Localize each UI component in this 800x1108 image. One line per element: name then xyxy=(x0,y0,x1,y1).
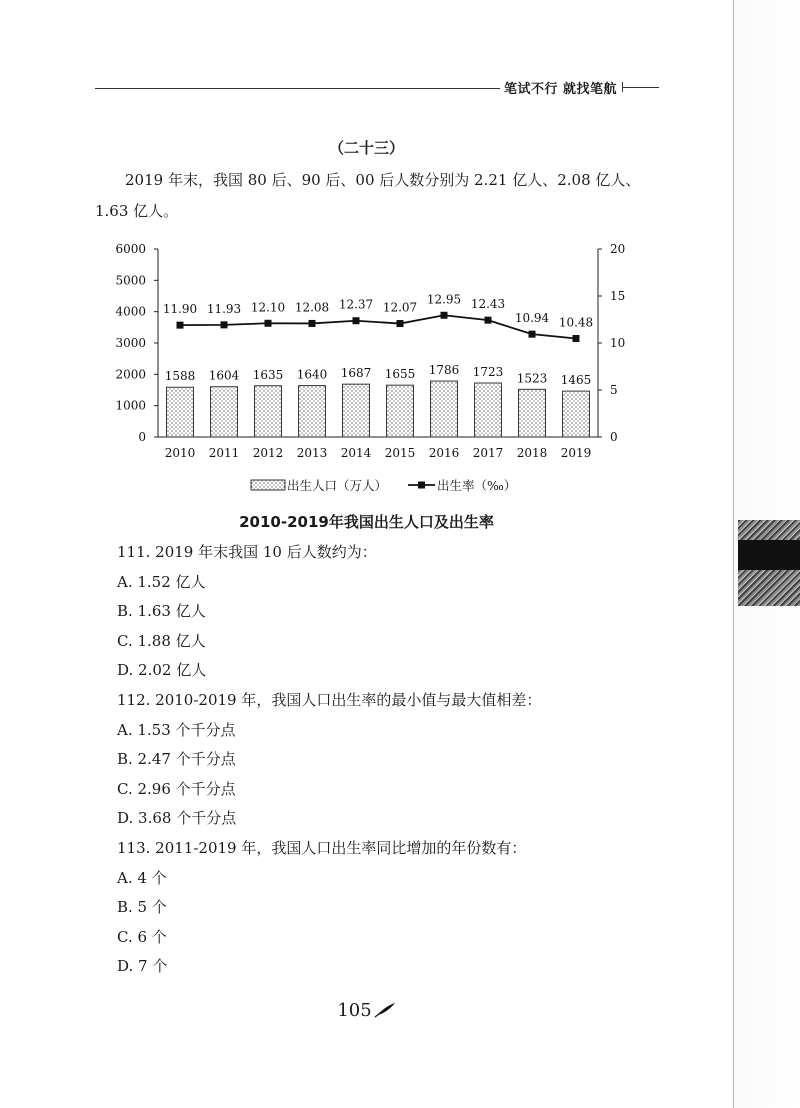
legend-bar-swatch xyxy=(251,480,285,490)
header-rule xyxy=(95,88,500,89)
bar-label: 1523 xyxy=(516,371,548,386)
bar xyxy=(299,386,326,437)
line-label: 12.95 xyxy=(426,292,462,307)
bar-label: 1604 xyxy=(208,368,240,383)
option[interactable]: D. 7 个 xyxy=(117,957,168,976)
y-right-tick-label: 5 xyxy=(610,383,618,397)
bar xyxy=(475,383,502,437)
x-tick-label: 2010 xyxy=(164,446,196,460)
option[interactable]: B. 5 个 xyxy=(117,898,167,917)
line-label: 11.93 xyxy=(206,301,242,316)
line-point xyxy=(177,322,184,329)
chart-title: 2010-2019年我国出生人口及出生率 xyxy=(239,513,494,531)
line-label: 12.08 xyxy=(294,300,330,315)
question-stem: 111. 2019 年末我国 10 后人数约为： xyxy=(117,543,377,561)
bar-label: 1640 xyxy=(296,367,328,382)
bar xyxy=(211,387,238,437)
line-point xyxy=(265,320,272,327)
bar-label: 1786 xyxy=(428,363,460,378)
scan-edge-line xyxy=(733,0,734,1108)
line-label: 12.07 xyxy=(382,300,418,315)
y-left-tick-label: 1000 xyxy=(115,398,146,413)
y-right-tick-label: 10 xyxy=(610,336,626,350)
x-tick-label: 2019 xyxy=(560,446,592,460)
line-label: 10.48 xyxy=(558,315,594,330)
question-stem: 112. 2010-2019 年，我国人口出生率的最小值与最大值相差： xyxy=(117,690,542,709)
question-stem: 113. 2011-2019 年，我国人口出生率同比增加的年份数有： xyxy=(117,838,527,857)
option[interactable]: C. 6 个 xyxy=(117,927,167,946)
option[interactable]: B. 2.47 个千分点 xyxy=(117,750,236,769)
x-tick-label: 2012 xyxy=(252,446,284,460)
bar xyxy=(387,385,414,437)
line-point xyxy=(309,320,316,327)
bar xyxy=(343,384,370,437)
x-tick-label: 2011 xyxy=(208,446,240,460)
option[interactable]: B. 1.63 亿人 xyxy=(117,602,206,621)
option[interactable]: C. 2.96 个千分点 xyxy=(117,779,236,798)
bar xyxy=(563,391,590,437)
bar xyxy=(255,386,282,437)
x-tick-label: 2016 xyxy=(428,446,460,460)
bar-label: 1723 xyxy=(472,365,504,380)
line-label: 12.43 xyxy=(470,297,506,312)
page-footer xyxy=(0,1000,733,1023)
line-label: 10.94 xyxy=(514,311,550,326)
option[interactable]: D. 2.02 亿人 xyxy=(117,661,207,680)
bar-label: 1655 xyxy=(384,367,416,382)
section-title: （二十三） xyxy=(328,139,404,157)
birth-chart xyxy=(95,230,645,508)
y-right-tick-label: 20 xyxy=(610,242,626,256)
line-point xyxy=(221,321,228,328)
bar xyxy=(167,387,194,437)
option[interactable]: D. 3.68 个千分点 xyxy=(117,809,237,828)
x-tick-label: 2015 xyxy=(384,446,416,460)
bar-label: 1588 xyxy=(164,369,196,384)
x-tick-label: 2018 xyxy=(516,446,548,460)
bar xyxy=(519,389,546,437)
line-point xyxy=(485,317,492,324)
option[interactable]: A. 4 个 xyxy=(117,868,167,887)
line-point xyxy=(397,320,404,327)
y-right-tick-label: 15 xyxy=(610,289,626,303)
intro-paragraph: 2019 年末，我国 80 后、90 后、00 后人数分别为 2.21 亿人、2.08 亿人、1.63 亿人。 xyxy=(95,171,641,220)
y-right-tick-label: 0 xyxy=(610,430,618,444)
line-point xyxy=(573,335,580,342)
y-left-tick-label: 3000 xyxy=(115,336,146,350)
line-point xyxy=(441,312,448,319)
scan-artifact-band xyxy=(738,540,800,570)
line-label: 12.37 xyxy=(338,297,374,312)
option[interactable]: C. 1.88 亿人 xyxy=(117,631,206,650)
header-slogan: 笔试不行 就找笔航 xyxy=(504,82,618,97)
quill-pen-icon xyxy=(374,1002,396,1023)
y-left-tick-label: 0 xyxy=(138,430,146,444)
line-point xyxy=(529,331,536,338)
x-tick-label: 2017 xyxy=(472,446,504,460)
questions-block xyxy=(117,538,717,982)
bar-label: 1465 xyxy=(560,373,592,388)
bar xyxy=(431,381,458,437)
line-label: 12.10 xyxy=(250,300,286,315)
y-left-tick-label: 5000 xyxy=(115,273,146,288)
legend-line-label: 出生率（‰） xyxy=(437,478,517,493)
line-label: 11.90 xyxy=(162,302,198,317)
legend-bar-label: 出生人口（万人） xyxy=(287,478,388,493)
y-left-tick-label: 4000 xyxy=(115,304,146,319)
x-tick-label: 2013 xyxy=(296,446,328,460)
page-number: 105 xyxy=(337,1000,372,1021)
bar-label: 1687 xyxy=(340,366,372,381)
legend-line-marker xyxy=(418,482,425,489)
line-point xyxy=(353,317,360,324)
option[interactable]: A. 1.52 亿人 xyxy=(117,572,206,591)
chart-svg xyxy=(95,230,645,508)
x-tick-label: 2014 xyxy=(340,446,372,460)
option[interactable]: A. 1.53 个千分点 xyxy=(117,720,236,739)
y-left-tick-label: 6000 xyxy=(115,242,146,256)
y-left-tick-label: 2000 xyxy=(115,367,146,382)
bar-label: 1635 xyxy=(252,367,284,382)
header-rule-end xyxy=(622,82,659,92)
